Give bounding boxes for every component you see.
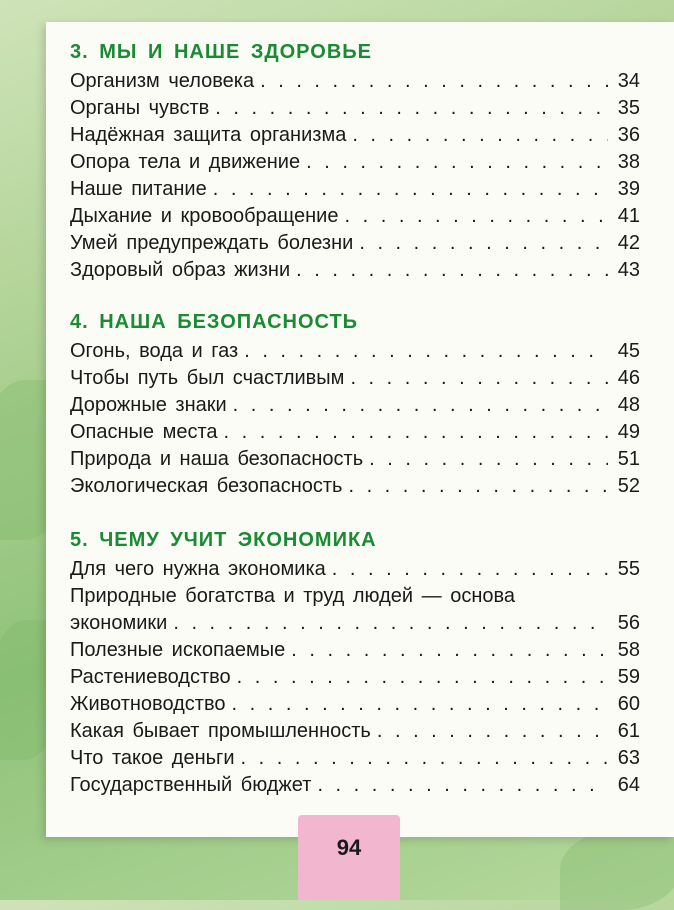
section-title: 5. ЧЕМУ УЧИТ ЭКОНОМИКА (70, 529, 377, 551)
entry-label: Экологическая безопасность (70, 475, 343, 497)
toc-entry (70, 664, 640, 691)
toc-entry (70, 68, 640, 95)
entry-page: 49 (617, 421, 640, 443)
entry-page: 59 (617, 666, 640, 688)
toc-entry (70, 473, 640, 500)
page-number-tab (298, 815, 400, 900)
entry-label: Полезные ископаемые (70, 639, 286, 661)
dot-leader (233, 392, 608, 419)
entry-page: 63 (617, 747, 640, 769)
dot-leader (213, 176, 608, 203)
dot-leader (377, 718, 608, 745)
entry-page: 41 (617, 205, 640, 227)
entry-label: Опора тела и движение (70, 151, 301, 173)
toc-entry (70, 365, 640, 392)
section-title: 4. НАША БЕЗОПАСНОСТЬ (70, 311, 359, 333)
toc-entry (70, 772, 640, 799)
dot-leader (350, 365, 608, 392)
dot-leader (237, 664, 608, 691)
entry-page: 35 (617, 97, 640, 119)
entry-label: Дыхание и кровообращение (70, 205, 339, 227)
entry-page: 56 (617, 612, 640, 634)
entry-label: Умей предупреждать болезни (70, 232, 354, 254)
entry-label: Какая бывает промышленность (70, 720, 371, 742)
entry-label: Организм человека (70, 70, 255, 92)
toc-entry (70, 691, 640, 718)
entry-page: 55 (617, 558, 640, 580)
dot-leader (224, 419, 608, 446)
dot-leader (359, 230, 608, 257)
dot-leader (317, 772, 608, 799)
entry-page: 58 (617, 639, 640, 661)
entry-page: 61 (617, 720, 640, 742)
toc-entry (70, 149, 640, 176)
toc-entry (70, 446, 640, 473)
dot-leader (296, 257, 608, 284)
toc-entry (70, 745, 640, 772)
entry-label: Наше питание (70, 178, 207, 200)
entry-label: Органы чувств (70, 97, 210, 119)
dot-leader (306, 149, 608, 176)
entry-label: Природа и наша безопасность (70, 448, 364, 470)
section-economics (70, 526, 640, 799)
dot-leader (215, 95, 608, 122)
toc-entry (70, 419, 640, 446)
entry-label: Дорожные знаки (70, 394, 227, 416)
dot-leader (232, 691, 609, 718)
toc-entry (70, 338, 640, 365)
entry-page: 60 (617, 693, 640, 715)
entry-label-line2: экономики (70, 612, 168, 634)
entry-page: 43 (617, 259, 640, 281)
section-safety (70, 308, 640, 500)
toc-entry (70, 176, 640, 203)
dot-leader (344, 203, 608, 230)
dot-leader (369, 446, 608, 473)
section-title: 3. МЫ И НАШЕ ЗДОРОВЬЕ (70, 41, 372, 63)
dot-leader (352, 122, 608, 149)
dot-leader (332, 556, 608, 583)
section-health (70, 38, 640, 284)
entry-page: 64 (617, 774, 640, 796)
entry-label: Животноводство (70, 693, 226, 715)
entry-page: 45 (617, 340, 640, 362)
entry-label: Огонь, вода и газ (70, 340, 239, 362)
entry-label: Что такое деньги (70, 747, 235, 769)
toc-entry (70, 583, 640, 637)
dot-leader (348, 473, 608, 500)
toc-entry (70, 257, 640, 284)
entry-label: Опасные места (70, 421, 218, 443)
toc-entry (70, 556, 640, 583)
toc-entry (70, 203, 640, 230)
entry-label: Чтобы путь был счастливым (70, 367, 345, 389)
dot-leader (291, 637, 608, 664)
page-number: 94 (336, 835, 362, 860)
dot-leader (241, 745, 608, 772)
entry-label: Растениеводство (70, 666, 231, 688)
toc-entry (70, 637, 640, 664)
entry-page: 51 (617, 448, 640, 470)
entry-page: 36 (617, 124, 640, 146)
entry-label: Здоровый образ жизни (70, 259, 291, 281)
entry-page: 52 (617, 475, 640, 497)
dot-leader (173, 610, 608, 637)
entry-page: 46 (617, 367, 640, 389)
entry-label: Для чего нужна экономика (70, 558, 326, 580)
entry-page: 48 (617, 394, 640, 416)
dot-leader (260, 68, 608, 95)
toc-entry (70, 95, 640, 122)
entry-page: 42 (617, 232, 640, 254)
entry-page: 39 (617, 178, 640, 200)
background-leaf (560, 830, 674, 910)
entry-page: 38 (617, 151, 640, 173)
entry-page: 34 (617, 70, 640, 92)
dot-leader (244, 338, 608, 365)
toc-entry (70, 392, 640, 419)
toc-entry (70, 718, 640, 745)
toc-entry (70, 230, 640, 257)
toc-entry (70, 122, 640, 149)
entry-label: Надёжная защита организма (70, 124, 347, 146)
entry-label-line1: Природные богатства и труд людей — основа (70, 585, 516, 607)
entry-label: Государственный бюджет (70, 774, 312, 796)
